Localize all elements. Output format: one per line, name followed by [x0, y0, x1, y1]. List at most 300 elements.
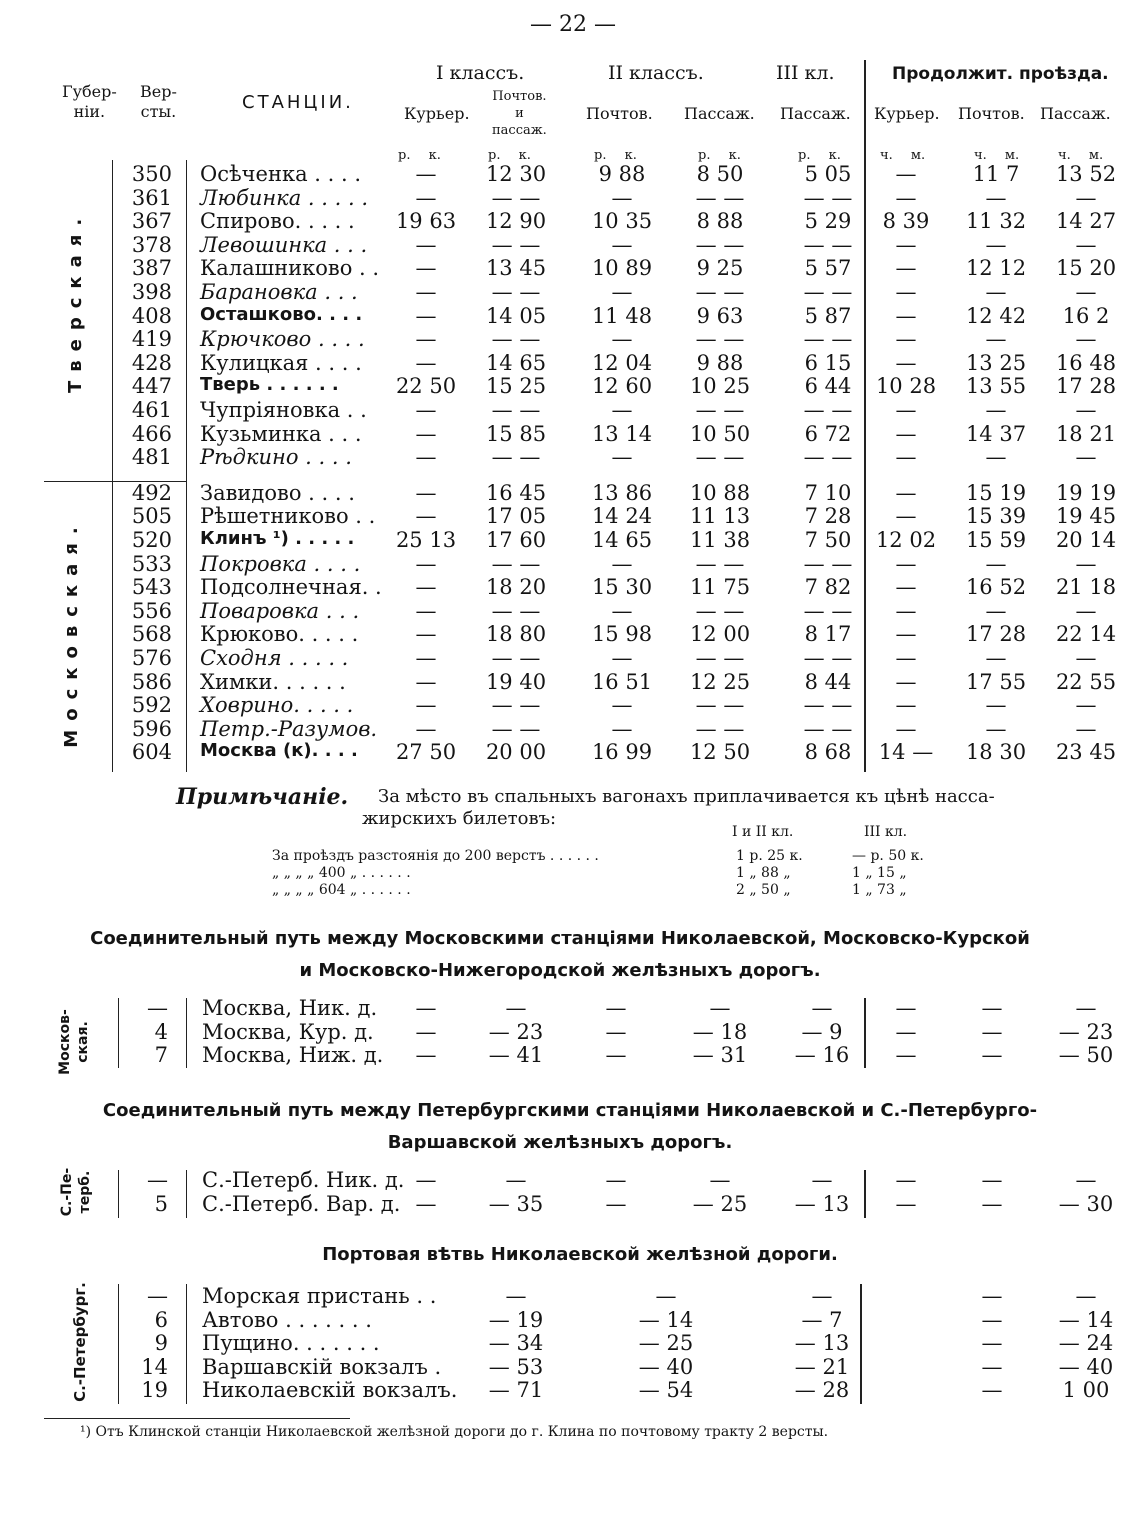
fare-class2-postal: 12 60	[591, 374, 653, 399]
header-stations: СТАНЦІИ.	[242, 92, 354, 113]
fare-class1-postal: — —	[491, 551, 541, 576]
rule	[186, 998, 187, 1068]
fare-class1-postal: — —	[491, 598, 541, 623]
station-name: Осташково. . . .	[200, 303, 363, 325]
fare-class2-postal: 13 14	[591, 421, 653, 446]
fare-class2-passenger: — —	[695, 280, 745, 304]
duration-courier: —	[895, 669, 917, 694]
verst-cell: 5	[154, 1191, 168, 1216]
duration-passenger: 21 18	[1055, 575, 1117, 600]
fare-class2-passenger: 12 50	[689, 740, 751, 765]
duration-passenger: —	[1075, 996, 1097, 1020]
fare-class3-passenger: 7 10	[804, 480, 852, 505]
fare-class1-courier: —	[415, 232, 437, 257]
duration-postal: —	[985, 232, 1007, 257]
fare-class2-passenger: — —	[695, 185, 745, 210]
duration-passenger: — 40	[1058, 1354, 1114, 1379]
duration-postal: 13 25	[965, 350, 1027, 375]
section3-title: Портовая вѣтвь Николаевской желѣзной дороги.	[322, 1244, 838, 1265]
fare-class1-courier: —	[415, 716, 437, 741]
verst-cell: 461	[131, 398, 172, 422]
fare-class2-postal: —	[605, 1191, 627, 1216]
duration-postal: —	[985, 716, 1007, 741]
duration-passenger: —	[1075, 551, 1097, 576]
verst-cell: 408	[131, 303, 172, 328]
note-col-a: I и II кл.	[732, 824, 794, 840]
duration-postal: —	[981, 1331, 1003, 1356]
duration-courier: —	[895, 232, 917, 257]
duration-postal: —	[981, 1043, 1003, 1067]
station-name: Осѣченка . . . .	[200, 162, 361, 186]
duration-postal: —	[985, 693, 1007, 718]
fare-class3: — 7	[801, 1307, 843, 1332]
footnote: ¹) Отъ Клинской станціи Николаевской желѣзной дороги до г. Клина по почтовому тракту 2 версты.	[80, 1424, 829, 1440]
duration-courier: —	[895, 1019, 917, 1044]
verst-cell: —	[147, 1168, 168, 1192]
fare-class1: —	[505, 1284, 527, 1308]
fare-class1-courier: —	[415, 445, 437, 470]
fare-class1-postal: 15 85	[485, 421, 547, 446]
note-title: Примѣчаніе.	[176, 784, 349, 810]
station-name: Рѣшетниково . .	[200, 504, 376, 529]
fare-class1-courier: —	[415, 575, 437, 600]
fare-class2-postal: 15 98	[591, 622, 653, 647]
fare-class1-courier: 25 13	[395, 528, 457, 552]
fare-class2-postal: 14 24	[591, 504, 653, 529]
fare-class1-courier: —	[415, 1168, 437, 1192]
duration-courier: —	[895, 716, 917, 741]
fare-class3-passenger: — —	[803, 646, 853, 670]
rule	[118, 1170, 119, 1218]
fare-class3-passenger: — —	[803, 185, 853, 210]
fare-class2-postal: —	[611, 445, 633, 470]
verst-cell: 9	[154, 1331, 168, 1356]
fare-class2-passenger: — —	[695, 693, 745, 718]
duration-passenger: 1 00	[1062, 1378, 1110, 1403]
fare-class3: — 13	[794, 1331, 850, 1356]
fare-class1-courier: —	[415, 162, 437, 186]
duration-passenger: —	[1075, 598, 1097, 623]
fare-class3-passenger: 5 57	[804, 256, 852, 281]
fare-class2-passenger: 9 63	[696, 303, 744, 328]
fare-class2-passenger: — —	[695, 646, 745, 670]
duration-passenger: —	[1075, 693, 1097, 718]
fare-class1-courier: —	[415, 350, 437, 375]
station-name: Левошинка . . .	[200, 232, 368, 257]
duration-postal: 15 39	[965, 504, 1027, 529]
duration-passenger: 19 19	[1055, 480, 1117, 505]
unit-rk: р. к.	[398, 148, 441, 163]
fare-class3-passenger: 5 05	[804, 162, 852, 186]
verst-cell: 568	[131, 622, 172, 647]
footnote-rule	[44, 1418, 350, 1419]
unit-rk: р. к.	[798, 148, 841, 163]
duration-postal: 16 52	[965, 575, 1027, 600]
duration-postal: —	[981, 1019, 1003, 1044]
duration-courier: 12 02	[875, 528, 937, 552]
fare-class3-passenger: — —	[803, 232, 853, 257]
fare-class3-passenger: —	[811, 996, 833, 1020]
station-name: Пущино. . . . . . .	[202, 1331, 380, 1356]
fare-class1-postal: 17 60	[485, 528, 547, 552]
duration-postal: —	[985, 185, 1007, 210]
station-name: Кулицкая . . . .	[200, 350, 362, 375]
station-name: Калашниково . .	[200, 256, 380, 281]
fare-class2-postal: 13 86	[591, 480, 653, 505]
fare-class1-postal: — 35	[488, 1191, 544, 1216]
fare-class1-courier: —	[415, 598, 437, 623]
fare-class2-passenger: 8 50	[696, 162, 744, 186]
fare-class1-courier: —	[415, 185, 437, 210]
fare-class3: — 21	[794, 1354, 850, 1379]
verst-cell: 14	[141, 1354, 168, 1379]
fare-class2-passenger: 12 25	[689, 669, 751, 694]
fare-class1-courier: 22 50	[395, 374, 457, 399]
duration-postal: 11 32	[965, 209, 1027, 234]
fare-class1-postal: — 23	[488, 1019, 544, 1044]
note-line-label: „ „ „ „ 604 „ . . . . . .	[272, 882, 411, 898]
fare-class3-passenger: 6 15	[804, 350, 852, 375]
rule	[118, 998, 119, 1068]
fare-class1-postal: 20 00	[485, 740, 547, 765]
duration-passenger: 16 2	[1062, 303, 1110, 328]
fare-class1-postal: 19 40	[485, 669, 547, 694]
fare-class2-passenger: — 18	[692, 1019, 748, 1044]
fare-class2-postal: —	[611, 232, 633, 257]
duration-passenger: —	[1075, 185, 1097, 210]
fare-class2-passenger: — 25	[692, 1191, 748, 1216]
duration-courier: —	[895, 504, 917, 529]
duration-postal: —	[985, 445, 1007, 470]
fare-class2-passenger: 11 75	[689, 575, 751, 600]
fare-class1-postal: 18 80	[485, 622, 547, 647]
verst-cell: 398	[131, 280, 172, 304]
duration-courier: —	[895, 421, 917, 446]
duration-courier: —	[895, 1191, 917, 1216]
fare-class3-passenger: 8 68	[804, 740, 852, 765]
fare-class2-passenger: 10 88	[689, 480, 751, 505]
header-passenger-d: Пассаж.	[1040, 104, 1111, 123]
fare-class2-passenger: 9 25	[696, 256, 744, 281]
fare-class2-postal: —	[611, 398, 633, 422]
header-gubernii: Губер- ніи.	[62, 82, 117, 121]
station-name: Москва, Кур. д.	[202, 1019, 374, 1044]
fare-class3-passenger: 5 29	[804, 209, 852, 234]
fare-class1-courier: —	[415, 504, 437, 529]
duration-courier: —	[895, 575, 917, 600]
duration-passenger: 14 27	[1055, 209, 1117, 234]
fare-class1-courier: —	[415, 421, 437, 446]
fare-class2-passenger: 10 50	[689, 421, 751, 446]
fare-class3-passenger: — 16	[794, 1043, 850, 1067]
fare-class2-postal: —	[605, 996, 627, 1020]
section2-province: С.-Пе- терб.	[59, 1167, 93, 1217]
duration-passenger: 15 20	[1055, 256, 1117, 281]
fare-class2-postal: 10 35	[591, 209, 653, 234]
duration-postal: —	[985, 398, 1007, 422]
duration-postal: 17 55	[965, 669, 1027, 694]
verst-cell: 19	[141, 1378, 168, 1403]
fare-class3-passenger: — —	[803, 280, 853, 304]
header-passenger-3: Пассаж.	[780, 104, 851, 123]
verst-cell: 492	[131, 480, 172, 505]
rule	[864, 1170, 866, 1218]
duration-passenger: 22 14	[1055, 622, 1117, 647]
duration-postal: —	[981, 1284, 1003, 1308]
duration-passenger: —	[1075, 716, 1097, 741]
duration-postal: —	[985, 327, 1007, 352]
duration-postal: —	[981, 996, 1003, 1020]
duration-courier: 8 39	[882, 209, 930, 234]
duration-courier: —	[895, 598, 917, 623]
rule	[860, 1284, 862, 1404]
note-line-class12: 1 „ 88 „	[736, 865, 791, 881]
duration-courier: —	[895, 280, 917, 304]
duration-postal: —	[981, 1191, 1003, 1216]
verst-cell: 7	[154, 1043, 168, 1067]
station-name: Крюково. . . . .	[200, 622, 359, 647]
page-number: — 22 —	[530, 12, 616, 37]
fare-class2-postal: 14 65	[591, 528, 653, 552]
fare-class3-passenger: — —	[803, 598, 853, 623]
verst-cell: 520	[131, 528, 172, 552]
fare-class1-courier: 19 63	[395, 209, 457, 234]
verst-cell: 419	[131, 327, 172, 352]
duration-postal: 12 42	[965, 303, 1027, 328]
fare-class1-postal: 12 90	[485, 209, 547, 234]
fare-class2-passenger: 11 38	[689, 528, 751, 552]
header-postal-pass: Почтов. и пассаж.	[492, 89, 547, 138]
fare-class2-postal: —	[611, 646, 633, 670]
duration-passenger: —	[1075, 646, 1097, 670]
fare-class1-courier: —	[415, 996, 437, 1020]
fare-class1-postal: — —	[491, 280, 541, 304]
duration-postal: 15 59	[965, 528, 1027, 552]
unit-chm: ч. м.	[880, 148, 926, 163]
duration-passenger: 16 48	[1055, 350, 1117, 375]
fare-class2: — 14	[638, 1307, 694, 1332]
fare-class1-courier: —	[415, 1191, 437, 1216]
duration-passenger: — 50	[1058, 1043, 1114, 1067]
fare-class3: —	[811, 1284, 833, 1308]
verst-cell: 576	[131, 646, 172, 670]
verst-cell: 596	[131, 716, 172, 741]
fare-class3-passenger: — —	[803, 398, 853, 422]
duration-postal: 12 12	[965, 256, 1027, 281]
section3-province: С.-Петербург.	[71, 1282, 89, 1402]
station-name: Клинъ ¹) . . . . .	[200, 528, 355, 549]
header-class1: I классъ.	[436, 62, 525, 84]
duration-postal: —	[985, 598, 1007, 623]
rule	[186, 1170, 187, 1218]
duration-passenger: 23 45	[1055, 740, 1117, 765]
station-name: Подсолнечная. .	[200, 575, 382, 600]
fare-class3-passenger: — —	[803, 716, 853, 741]
unit-rk: р. к.	[488, 148, 531, 163]
fare-class1-courier: —	[415, 480, 437, 505]
rule-duration	[864, 60, 866, 772]
duration-postal: —	[985, 646, 1007, 670]
fare-class3-passenger: 5 87	[804, 303, 852, 328]
verst-cell: 361	[131, 185, 172, 210]
fare-class3-passenger: 7 50	[804, 528, 852, 552]
station-name: Тверь . . . . . .	[200, 374, 339, 396]
duration-passenger: —	[1075, 232, 1097, 257]
header-courier-d: Курьер.	[874, 104, 940, 123]
duration-passenger: 18 21	[1055, 421, 1117, 446]
fare-class1-courier: —	[415, 646, 437, 670]
note-line-class3: 1 „ 73 „	[852, 882, 907, 898]
fare-class1: — 19	[488, 1307, 544, 1332]
verst-cell: —	[147, 996, 168, 1020]
duration-passenger: —	[1075, 1284, 1097, 1308]
fare-class1-postal: — —	[491, 646, 541, 670]
fare-class1-postal: — —	[491, 445, 541, 470]
station-name: Завидово . . . .	[200, 480, 355, 505]
fare-class3-passenger: 6 72	[804, 421, 852, 446]
fare-class2-postal: —	[611, 185, 633, 210]
note-line-class3: 1 „ 15 „	[852, 865, 907, 881]
duration-courier: —	[895, 1168, 917, 1192]
verst-cell: 447	[131, 374, 172, 399]
verst-cell: —	[147, 1284, 168, 1308]
verst-cell: 428	[131, 350, 172, 375]
verst-cell: 533	[131, 551, 172, 576]
duration-passenger: — 23	[1058, 1019, 1114, 1044]
verst-cell: 481	[131, 445, 172, 470]
station-name: Химки. . . . . .	[200, 669, 346, 694]
duration-courier: —	[895, 162, 917, 186]
header-versty: Вер- сты.	[140, 82, 177, 121]
duration-passenger: — 24	[1058, 1331, 1114, 1356]
verst-cell: 378	[131, 232, 172, 257]
fare-class2: — 54	[638, 1378, 694, 1403]
station-name: Крючково . . . .	[200, 327, 365, 352]
fare-class2-postal: 10 89	[591, 256, 653, 281]
fare-class1-courier: —	[415, 1019, 437, 1044]
rule-station	[186, 160, 187, 772]
fare-class2: —	[655, 1284, 677, 1308]
duration-postal: —	[981, 1307, 1003, 1332]
header-postal-d: Почтов.	[958, 104, 1025, 123]
duration-passenger: 13 52	[1055, 162, 1117, 186]
note-line-label: „ „ „ „ 400 „ . . . . . .	[272, 865, 411, 881]
duration-postal: —	[985, 551, 1007, 576]
rule	[864, 998, 866, 1068]
station-name: Рѣдкино . . . .	[200, 445, 352, 470]
fare-class1-postal: — —	[491, 327, 541, 352]
verst-cell: 592	[131, 693, 172, 718]
fare-class2-postal: —	[605, 1043, 627, 1067]
duration-courier: —	[895, 551, 917, 576]
fare-class2-passenger: — —	[695, 327, 745, 352]
fare-class2-passenger: — —	[695, 398, 745, 422]
fare-class3-passenger: 8 17	[804, 622, 852, 647]
fare-class1-postal: — —	[491, 716, 541, 741]
rule-left	[112, 160, 113, 772]
header-passenger-2: Пассаж.	[684, 104, 755, 123]
section1-province: Москов- ская.	[57, 1009, 91, 1075]
verst-cell: 586	[131, 669, 172, 694]
duration-passenger: —	[1075, 280, 1097, 304]
fare-class1-postal: —	[505, 1168, 527, 1192]
fare-class3-passenger: 6 44	[804, 374, 852, 399]
fare-class3-passenger: — 13	[794, 1191, 850, 1216]
station-name: Варшавскій вокзалъ .	[202, 1354, 442, 1379]
fare-class1-postal: 13 45	[485, 256, 547, 281]
verst-cell: 604	[131, 740, 172, 765]
duration-courier: —	[895, 350, 917, 375]
fare-class1-courier: —	[415, 303, 437, 328]
duration-courier: —	[895, 398, 917, 422]
rule	[186, 1284, 187, 1404]
note-line-class12: 1 р. 25 к.	[736, 848, 803, 864]
station-name: Любинка . . . . .	[200, 185, 368, 210]
header-class2: II классъ.	[608, 62, 704, 84]
fare-class2-postal: 11 48	[591, 303, 653, 328]
fare-class2-postal: 12 04	[591, 350, 653, 375]
station-name: Николаевскій вокзалъ.	[202, 1378, 458, 1403]
fare-class2-passenger: 8 88	[696, 209, 744, 234]
fare-class1-courier: —	[415, 1043, 437, 1067]
fare-class2-postal: 16 51	[591, 669, 653, 694]
fare-class2-passenger: 9 88	[696, 350, 744, 375]
fare-class1-postal: 14 05	[485, 303, 547, 328]
duration-courier: —	[895, 1043, 917, 1067]
fare-class2-passenger: — —	[695, 232, 745, 257]
fare-class2: — 40	[638, 1354, 694, 1379]
duration-postal: 15 19	[965, 480, 1027, 505]
verst-cell: 556	[131, 598, 172, 623]
fare-class1-postal: — 41	[488, 1043, 544, 1067]
fare-class2-postal: —	[605, 1019, 627, 1044]
section2-title-2: Варшавской желѣзныхъ дорогъ.	[387, 1132, 733, 1153]
duration-postal: 17 28	[965, 622, 1027, 647]
verst-cell: 350	[131, 162, 172, 186]
fare-class1-postal: 12 30	[485, 162, 547, 186]
station-name: Покровка . . . .	[200, 551, 361, 576]
note-line-label: За проѣздъ разстоянія до 200 верстъ . . . . . .	[272, 848, 599, 864]
fare-class2-passenger: — —	[695, 598, 745, 623]
fare-class2-passenger: —	[709, 1168, 731, 1192]
fare-class2-postal: —	[611, 693, 633, 718]
fare-class1-postal: — —	[491, 693, 541, 718]
duration-courier: —	[895, 480, 917, 505]
fare-class1-courier: —	[415, 256, 437, 281]
note-line-class3: — р. 50 к.	[852, 848, 924, 864]
fare-class2-passenger: 10 25	[689, 374, 751, 399]
section1-title-1: Соединительный путь между Московскими станціями Николаевской, Московско-Курской	[90, 928, 1030, 949]
duration-postal: —	[985, 280, 1007, 304]
fare-class1: — 34	[488, 1331, 544, 1356]
fare-class3-passenger: 7 82	[804, 575, 852, 600]
station-name: С.-Петерб. Вар. д.	[202, 1191, 401, 1216]
unit-rk: р. к.	[594, 148, 637, 163]
duration-courier: —	[895, 622, 917, 647]
verst-cell: 387	[131, 256, 172, 281]
station-name: С.-Петерб. Ник. д.	[202, 1168, 405, 1192]
fare-class3-passenger: — —	[803, 445, 853, 470]
duration-courier: —	[895, 327, 917, 352]
duration-courier: 10 28	[875, 374, 937, 399]
duration-postal: —	[981, 1378, 1003, 1403]
fare-class3-passenger: 8 44	[804, 669, 852, 694]
duration-postal: 13 55	[965, 374, 1027, 399]
verst-cell: 543	[131, 575, 172, 600]
fare-class2: — 25	[638, 1331, 694, 1356]
station-name: Кузьминка . . .	[200, 421, 362, 446]
note-line-class12: 2 „ 50 „	[736, 882, 791, 898]
